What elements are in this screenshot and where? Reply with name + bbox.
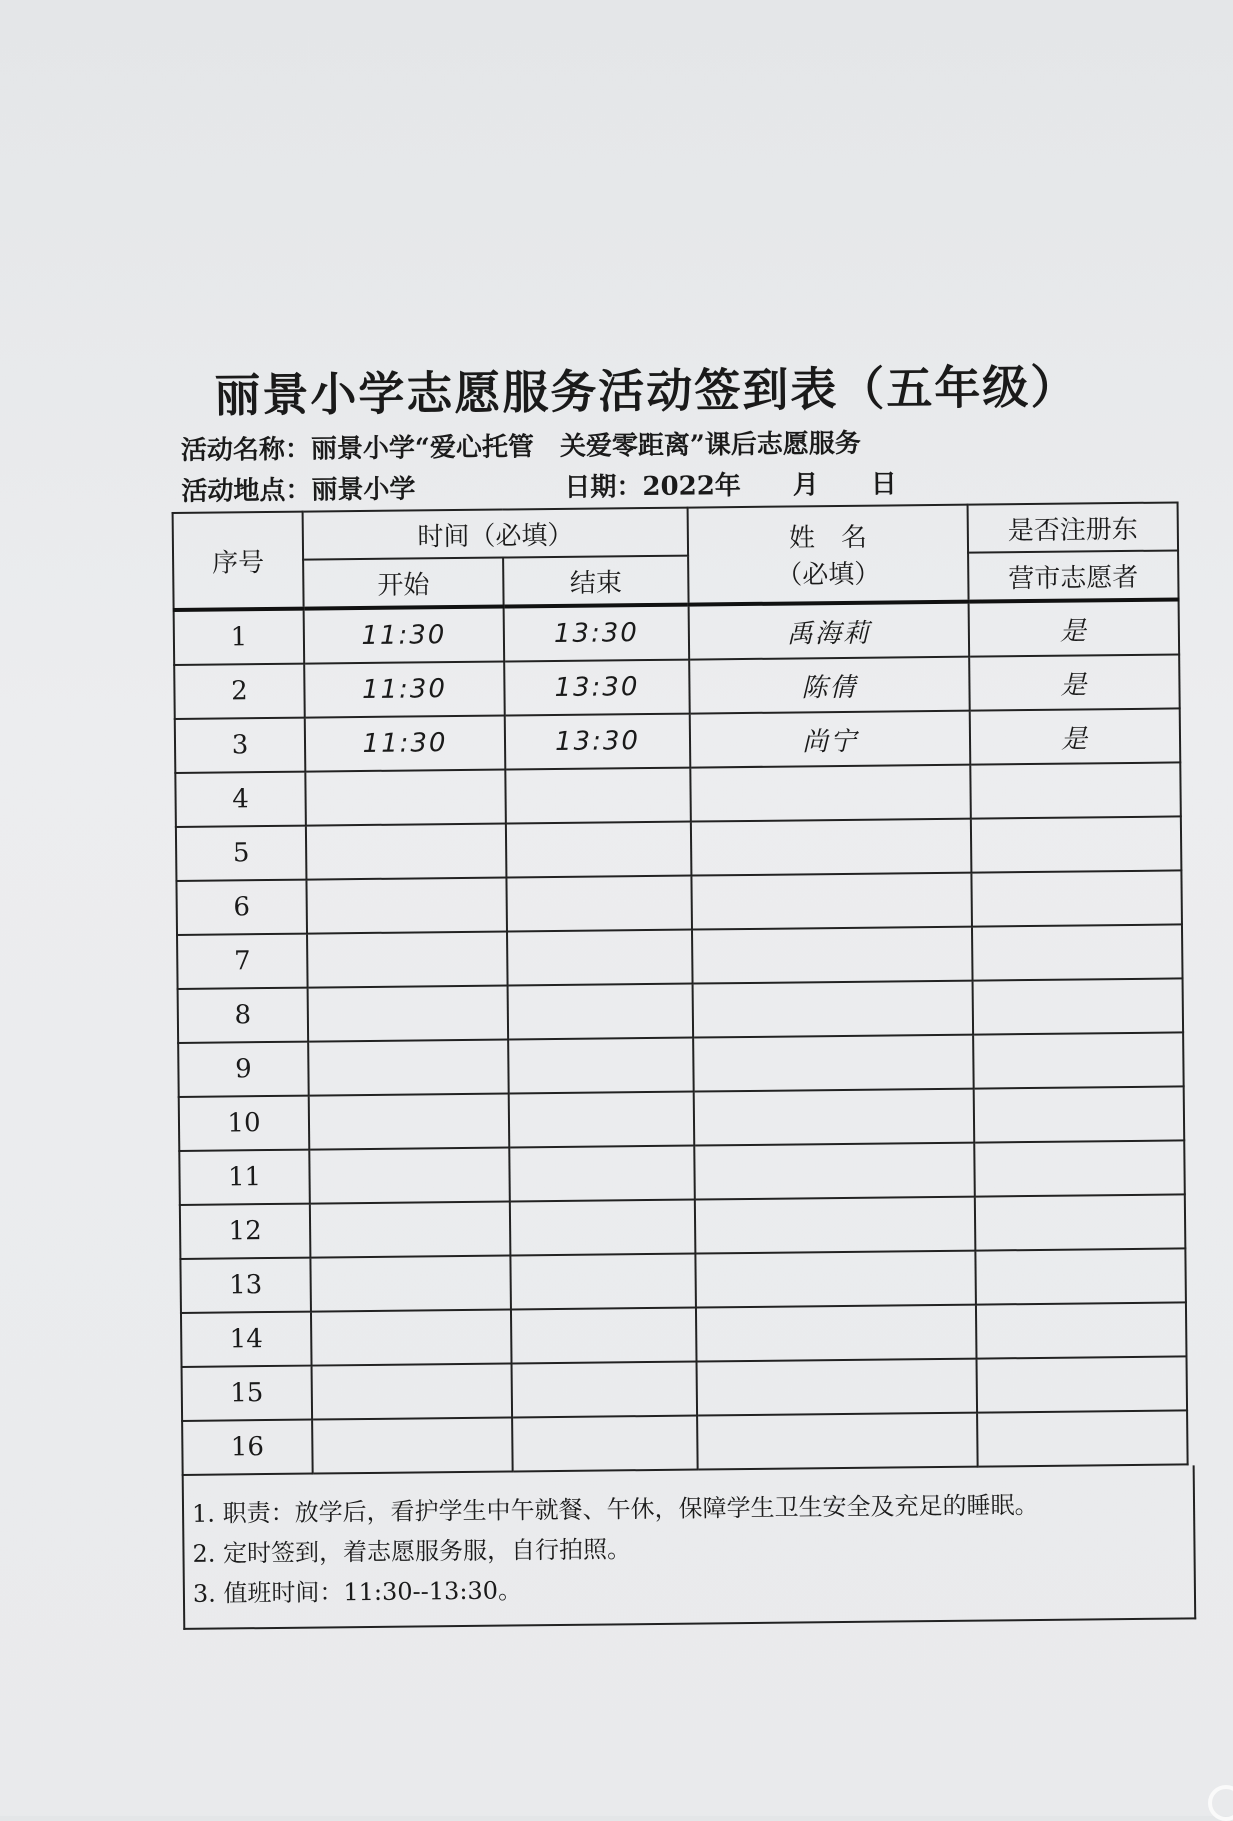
cell-registered [975,1248,1186,1304]
header-name [688,505,969,605]
cell-end [512,1362,698,1418]
cell-name [697,1413,978,1470]
location-line [181,460,1191,508]
cell-end [509,1092,695,1148]
cell-name: 禹海莉 [689,602,970,660]
cell-end [510,1254,696,1310]
header-registered-1: 是否注册东 [968,502,1178,552]
cell-seq: 9 [178,1042,309,1097]
cell-seq: 14 [181,1312,312,1367]
cell-seq: 13 [180,1258,311,1313]
cell-registered: 是 [970,708,1181,764]
cell-start: 11:30 [305,716,506,772]
note-2: 2. 定时签到，着志愿服务服，自行拍照。 [192,1535,632,1568]
header-seq: 序号 [173,512,304,610]
cell-seq: 4 [175,772,306,827]
cell-registered [974,1140,1185,1196]
cell-end: 13:30 [504,605,690,662]
cell-start [308,1039,509,1095]
cell-registered [971,870,1182,926]
cell-name [697,1359,978,1416]
cell-seq: 2 [174,664,305,719]
header-end: 结束 [503,556,689,607]
cell-registered [973,978,1184,1034]
cell-start [309,1093,510,1149]
cell-registered [970,762,1181,818]
header-registered-2: 营市志愿者 [968,550,1179,601]
location: 丽景小学 [311,474,416,506]
cell-seq: 5 [176,826,307,881]
cell-end [508,984,694,1040]
note-1: 1. 职责：放学后，看护学生中午就餐、午休，保障学生卫生安全及充足的睡眠。 [191,1490,1039,1528]
table-row [182,1410,1188,1475]
cell-name [695,1251,976,1308]
notes-box [182,1465,1197,1630]
cell-registered [974,1086,1185,1142]
cell-registered [976,1302,1187,1358]
activity-name-label: 活动名称： [180,434,312,466]
cell-seq: 10 [179,1096,310,1151]
header-start: 开始 [303,558,504,609]
cell-name [696,1305,977,1362]
cell-seq: 15 [182,1366,313,1421]
cell-registered: 是 [969,599,1180,656]
cell-end [508,1038,694,1094]
header-name-text: 姓 名 [788,522,868,554]
activity-name: 丽景小学“爱心托管 关爱零距离”课后志愿服务 [310,428,862,465]
cell-start [306,878,507,934]
cell-seq: 11 [179,1150,310,1205]
cell-end [506,822,692,878]
cell-end [505,768,691,824]
location-label: 活动地点： [181,475,312,507]
cell-end [510,1200,696,1256]
cell-start [312,1417,513,1473]
cell-start [311,1309,512,1365]
activity-name-line [181,419,1191,467]
cell-registered [977,1410,1188,1466]
date-value: 2022年 月 日 [642,469,897,503]
cell-name [693,1035,974,1092]
cell-seq: 7 [177,934,308,989]
cell-name [690,765,971,822]
sign-in-form [170,349,1203,1630]
cell-end [511,1308,697,1364]
cell-name [695,1197,976,1254]
cell-seq: 16 [182,1420,313,1475]
cell-seq: 12 [180,1204,311,1259]
cell-start [310,1255,511,1311]
cell-name: 陈倩 [689,657,970,714]
cell-end: 13:30 [505,714,691,770]
cell-end [512,1416,698,1472]
cell-start [312,1363,513,1419]
cell-name [691,873,972,930]
cell-name: 尚宁 [690,711,971,768]
cell-registered [971,816,1182,872]
note-3: 3. 值班时间：11:30--13:30。 [192,1576,523,1608]
cell-seq: 1 [174,609,305,665]
cell-name [694,1143,975,1200]
cell-start [310,1201,511,1257]
cell-end [507,930,693,986]
form-title: 丽景小学志愿服务活动签到表（五年级） [214,359,1079,423]
cell-name [694,1089,975,1146]
cell-start [306,824,507,880]
cell-end [506,876,692,932]
cell-start [309,1147,510,1203]
cell-registered [975,1194,1186,1250]
cell-seq: 6 [176,880,307,935]
cell-start [305,770,506,826]
cell-end [509,1146,695,1202]
header-name-required: （必填） [776,559,881,591]
cell-registered [973,1032,1184,1088]
cell-seq: 3 [175,718,306,773]
cell-start [308,985,509,1041]
cell-end: 13:30 [504,660,690,716]
cell-registered: 是 [969,654,1180,710]
cell-name [692,927,973,984]
cell-name [693,981,974,1038]
header-time: 时间（必填） [303,508,688,560]
cell-registered [972,924,1183,980]
cell-start [307,932,508,988]
cell-seq: 8 [178,988,309,1043]
date-label: 日期： [564,472,643,503]
cell-start: 11:30 [304,662,505,718]
cell-registered [977,1356,1188,1412]
cell-start: 11:30 [304,607,505,664]
cell-name [691,819,972,876]
sign-in-table [172,501,1189,1475]
